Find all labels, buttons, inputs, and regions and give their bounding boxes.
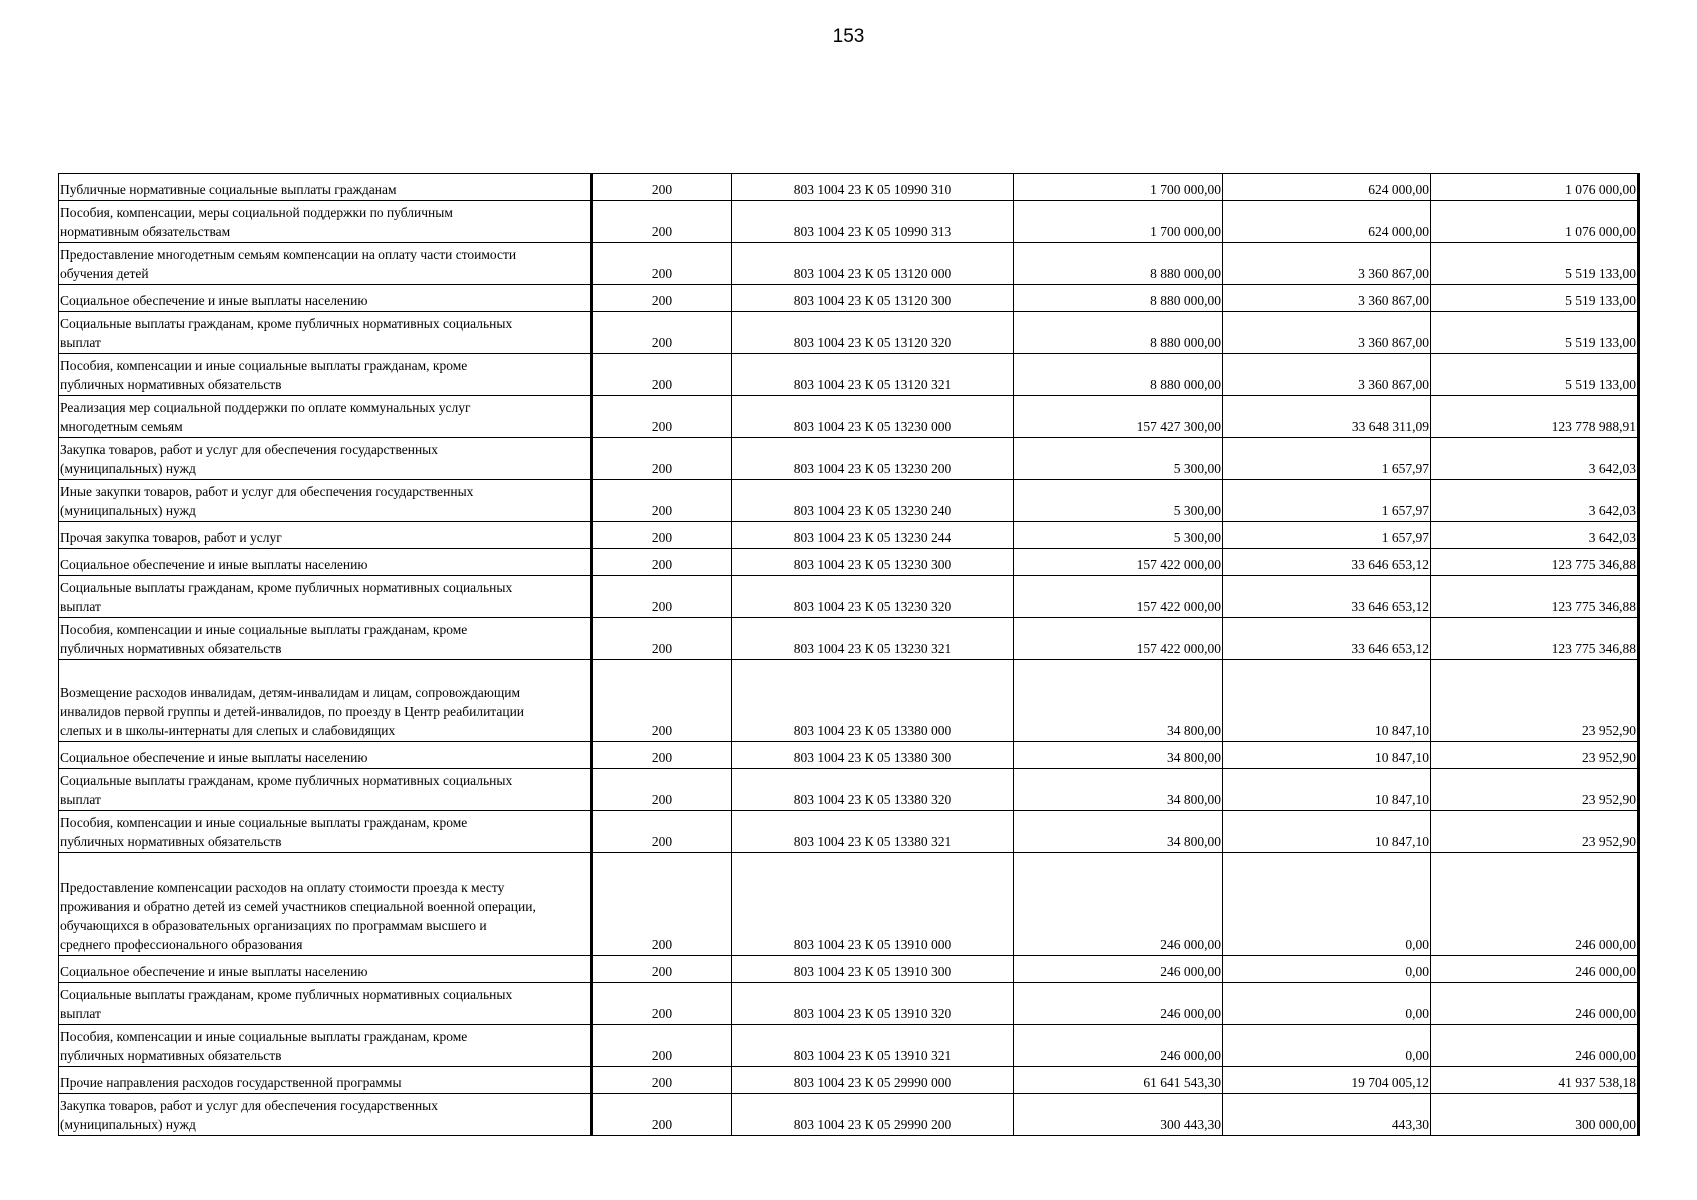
expense-name-cell: Закупка товаров, работ и услуг для обеспечения государственных (муниципальных) нужд: [59, 1094, 592, 1136]
table-row: [59, 312, 1639, 354]
line-code-cell: 200: [592, 354, 732, 396]
executed-amount-cell: 1 657,97: [1223, 522, 1431, 549]
table-row: [59, 576, 1639, 618]
unexecuted-amount-cell: 23 952,90: [1431, 742, 1639, 769]
approved-amount-cell: 157 422 000,00: [1014, 549, 1223, 576]
expense-name-cell: Пособия, компенсации и иные социальные выплаты гражданам, кроме публичных нормативных обязательств: [59, 1025, 592, 1067]
page-number: 153: [832, 26, 865, 47]
executed-amount-cell: 19 704 005,12: [1223, 1067, 1431, 1094]
budget-classification-code-cell: 803 1004 23 К 05 13230 244: [732, 522, 1014, 549]
executed-amount-cell: 33 646 653,12: [1223, 576, 1431, 618]
expense-name-cell: Социальное обеспечение и иные выплаты населению: [59, 549, 592, 576]
budget-classification-code-cell: 803 1004 23 К 05 13230 000: [732, 396, 1014, 438]
budget-classification-code-cell: 803 1004 23 К 05 29990 200: [732, 1094, 1014, 1136]
table-row: [59, 742, 1639, 769]
table-row: [59, 354, 1639, 396]
expense-name-cell: Иные закупки товаров, работ и услуг для обеспечения государственных (муниципальных) нужд: [59, 480, 592, 522]
unexecuted-amount-cell: 246 000,00: [1431, 983, 1639, 1025]
line-code-cell: 200: [592, 243, 732, 285]
line-code-cell: 200: [592, 742, 732, 769]
budget-classification-code-cell: 803 1004 23 К 05 13230 300: [732, 549, 1014, 576]
line-code-cell: 200: [592, 769, 732, 811]
table-row: [59, 811, 1639, 853]
budget-classification-code-cell: 803 1004 23 К 05 13910 000: [732, 853, 1014, 956]
approved-amount-cell: 157 422 000,00: [1014, 576, 1223, 618]
unexecuted-amount-cell: 123 775 346,88: [1431, 549, 1639, 576]
table-row: [59, 660, 1639, 742]
budget-classification-code-cell: 803 1004 23 К 05 13230 200: [732, 438, 1014, 480]
line-code-cell: 200: [592, 1094, 732, 1136]
unexecuted-amount-cell: 23 952,90: [1431, 769, 1639, 811]
line-code-cell: 200: [592, 660, 732, 742]
expense-name-cell: Социальные выплаты гражданам, кроме публичных нормативных социальных выплат: [59, 312, 592, 354]
budget-classification-code-cell: 803 1004 23 К 05 10990 310: [732, 174, 1014, 201]
expense-name-cell: Социальное обеспечение и иные выплаты населению: [59, 742, 592, 769]
executed-amount-cell: 3 360 867,00: [1223, 312, 1431, 354]
table-row: [59, 618, 1639, 660]
line-code-cell: 200: [592, 549, 732, 576]
executed-amount-cell: 33 648 311,09: [1223, 396, 1431, 438]
unexecuted-amount-cell: 300 000,00: [1431, 1094, 1639, 1136]
expense-name-cell: Социальные выплаты гражданам, кроме публичных нормативных социальных выплат: [59, 983, 592, 1025]
budget-classification-code-cell: 803 1004 23 К 05 13120 320: [732, 312, 1014, 354]
table-row: [59, 480, 1639, 522]
executed-amount-cell: 3 360 867,00: [1223, 243, 1431, 285]
expense-name-cell: Предоставление компенсации расходов на оплату стоимости проезда к месту проживания и обратно детей из семей участников специальной военной операции, обучающихся в образовательных организациях по программам высшего и среднего профессионального образования: [59, 853, 592, 956]
executed-amount-cell: 624 000,00: [1223, 174, 1431, 201]
table-row: [59, 1025, 1639, 1067]
budget-classification-code-cell: 803 1004 23 К 05 13120 321: [732, 354, 1014, 396]
expense-name-cell: Реализация мер социальной поддержки по оплате коммунальных услуг многодетным семьям: [59, 396, 592, 438]
executed-amount-cell: 0,00: [1223, 983, 1431, 1025]
expense-name-cell: Социальные выплаты гражданам, кроме публичных нормативных социальных выплат: [59, 769, 592, 811]
approved-amount-cell: 246 000,00: [1014, 1025, 1223, 1067]
executed-amount-cell: 3 360 867,00: [1223, 285, 1431, 312]
line-code-cell: 200: [592, 853, 732, 956]
expense-name-cell: Пособия, компенсации и иные социальные выплаты гражданам, кроме публичных нормативных обязательств: [59, 618, 592, 660]
budget-classification-code-cell: 803 1004 23 К 05 13120 300: [732, 285, 1014, 312]
table-row: [59, 201, 1639, 243]
unexecuted-amount-cell: 3 642,03: [1431, 522, 1639, 549]
approved-amount-cell: 5 300,00: [1014, 522, 1223, 549]
executed-amount-cell: 1 657,97: [1223, 438, 1431, 480]
budget-classification-code-cell: 803 1004 23 К 05 13230 240: [732, 480, 1014, 522]
unexecuted-amount-cell: 3 642,03: [1431, 438, 1639, 480]
line-code-cell: 200: [592, 438, 732, 480]
approved-amount-cell: 8 880 000,00: [1014, 285, 1223, 312]
executed-amount-cell: 443,30: [1223, 1094, 1431, 1136]
table-row: [59, 549, 1639, 576]
expense-name-cell: Социальные выплаты гражданам, кроме публичных нормативных социальных выплат: [59, 576, 592, 618]
budget-classification-code-cell: 803 1004 23 К 05 10990 313: [732, 201, 1014, 243]
approved-amount-cell: 34 800,00: [1014, 811, 1223, 853]
expense-name-cell: Закупка товаров, работ и услуг для обеспечения государственных (муниципальных) нужд: [59, 438, 592, 480]
line-code-cell: 200: [592, 811, 732, 853]
line-code-cell: 200: [592, 285, 732, 312]
table-row: [59, 438, 1639, 480]
approved-amount-cell: 300 443,30: [1014, 1094, 1223, 1136]
line-code-cell: 200: [592, 983, 732, 1025]
unexecuted-amount-cell: 123 778 988,91: [1431, 396, 1639, 438]
unexecuted-amount-cell: 23 952,90: [1431, 811, 1639, 853]
approved-amount-cell: 246 000,00: [1014, 983, 1223, 1025]
table-row: [59, 285, 1639, 312]
line-code-cell: 200: [592, 312, 732, 354]
executed-amount-cell: 1 657,97: [1223, 480, 1431, 522]
approved-amount-cell: 1 700 000,00: [1014, 174, 1223, 201]
approved-amount-cell: 61 641 543,30: [1014, 1067, 1223, 1094]
approved-amount-cell: 8 880 000,00: [1014, 354, 1223, 396]
executed-amount-cell: 33 646 653,12: [1223, 618, 1431, 660]
executed-amount-cell: 0,00: [1223, 853, 1431, 956]
table-row: [59, 522, 1639, 549]
expense-name-cell: Возмещение расходов инвалидам, детям-инвалидам и лицам, сопровождающим инвалидов первой группы и детей-инвалидов, по проезду в Центр реабилитации слепых и в школы-интернаты для слепых и слабовидящих: [59, 660, 592, 742]
line-code-cell: 200: [592, 480, 732, 522]
unexecuted-amount-cell: 5 519 133,00: [1431, 285, 1639, 312]
table-row: [59, 243, 1639, 285]
executed-amount-cell: 10 847,10: [1223, 660, 1431, 742]
budget-classification-code-cell: 803 1004 23 К 05 13230 320: [732, 576, 1014, 618]
unexecuted-amount-cell: 3 642,03: [1431, 480, 1639, 522]
unexecuted-amount-cell: 246 000,00: [1431, 853, 1639, 956]
unexecuted-amount-cell: 23 952,90: [1431, 660, 1639, 742]
unexecuted-amount-cell: 246 000,00: [1431, 956, 1639, 983]
line-code-cell: 200: [592, 618, 732, 660]
executed-amount-cell: 0,00: [1223, 1025, 1431, 1067]
unexecuted-amount-cell: 123 775 346,88: [1431, 576, 1639, 618]
executed-amount-cell: 624 000,00: [1223, 201, 1431, 243]
approved-amount-cell: 34 800,00: [1014, 742, 1223, 769]
unexecuted-amount-cell: 5 519 133,00: [1431, 312, 1639, 354]
unexecuted-amount-cell: 123 775 346,88: [1431, 618, 1639, 660]
approved-amount-cell: 157 422 000,00: [1014, 618, 1223, 660]
executed-amount-cell: 10 847,10: [1223, 811, 1431, 853]
approved-amount-cell: 34 800,00: [1014, 769, 1223, 811]
unexecuted-amount-cell: 5 519 133,00: [1431, 243, 1639, 285]
expense-name-cell: Социальное обеспечение и иные выплаты населению: [59, 956, 592, 983]
table-row: [59, 769, 1639, 811]
executed-amount-cell: 10 847,10: [1223, 742, 1431, 769]
budget-classification-code-cell: 803 1004 23 К 05 13230 321: [732, 618, 1014, 660]
line-code-cell: 200: [592, 576, 732, 618]
executed-amount-cell: 33 646 653,12: [1223, 549, 1431, 576]
table-row: [59, 956, 1639, 983]
budget-execution-table: [58, 173, 1640, 1136]
table-row: [59, 1067, 1639, 1094]
approved-amount-cell: 5 300,00: [1014, 438, 1223, 480]
table-row: [59, 174, 1639, 201]
budget-classification-code-cell: 803 1004 23 К 05 13380 320: [732, 769, 1014, 811]
expense-name-cell: Пособия, компенсации и иные социальные выплаты гражданам, кроме публичных нормативных обязательств: [59, 354, 592, 396]
line-code-cell: 200: [592, 174, 732, 201]
unexecuted-amount-cell: 5 519 133,00: [1431, 354, 1639, 396]
line-code-cell: 200: [592, 1067, 732, 1094]
executed-amount-cell: 3 360 867,00: [1223, 354, 1431, 396]
executed-amount-cell: 10 847,10: [1223, 769, 1431, 811]
budget-classification-code-cell: 803 1004 23 К 05 13380 321: [732, 811, 1014, 853]
budget-classification-code-cell: 803 1004 23 К 05 13380 300: [732, 742, 1014, 769]
expense-name-cell: Пособия, компенсации и иные социальные выплаты гражданам, кроме публичных нормативных обязательств: [59, 811, 592, 853]
unexecuted-amount-cell: 1 076 000,00: [1431, 174, 1639, 201]
unexecuted-amount-cell: 246 000,00: [1431, 1025, 1639, 1067]
approved-amount-cell: 246 000,00: [1014, 956, 1223, 983]
expense-name-cell: Прочая закупка товаров, работ и услуг: [59, 522, 592, 549]
budget-classification-code-cell: 803 1004 23 К 05 13120 000: [732, 243, 1014, 285]
approved-amount-cell: 8 880 000,00: [1014, 312, 1223, 354]
unexecuted-amount-cell: 1 076 000,00: [1431, 201, 1639, 243]
expense-name-cell: Предоставление многодетным семьям компенсации на оплату части стоимости обучения детей: [59, 243, 592, 285]
executed-amount-cell: 0,00: [1223, 956, 1431, 983]
table-row: [59, 853, 1639, 956]
approved-amount-cell: 5 300,00: [1014, 480, 1223, 522]
budget-classification-code-cell: 803 1004 23 К 05 29990 000: [732, 1067, 1014, 1094]
line-code-cell: 200: [592, 1025, 732, 1067]
approved-amount-cell: 157 427 300,00: [1014, 396, 1223, 438]
expense-name-cell: Пособия, компенсации, меры социальной поддержки по публичным нормативным обязательствам: [59, 201, 592, 243]
table-row: [59, 1094, 1639, 1136]
unexecuted-amount-cell: 41 937 538,18: [1431, 1067, 1639, 1094]
budget-classification-code-cell: 803 1004 23 К 05 13910 300: [732, 956, 1014, 983]
line-code-cell: 200: [592, 396, 732, 438]
budget-classification-code-cell: 803 1004 23 К 05 13910 321: [732, 1025, 1014, 1067]
table-row: [59, 396, 1639, 438]
approved-amount-cell: 246 000,00: [1014, 853, 1223, 956]
budget-classification-code-cell: 803 1004 23 К 05 13910 320: [732, 983, 1014, 1025]
expense-name-cell: Публичные нормативные социальные выплаты гражданам: [59, 174, 592, 201]
expense-name-cell: Прочие направления расходов государственной программы: [59, 1067, 592, 1094]
line-code-cell: 200: [592, 522, 732, 549]
approved-amount-cell: 1 700 000,00: [1014, 201, 1223, 243]
line-code-cell: 200: [592, 956, 732, 983]
approved-amount-cell: 34 800,00: [1014, 660, 1223, 742]
table-row: [59, 983, 1639, 1025]
line-code-cell: 200: [592, 201, 732, 243]
expense-name-cell: Социальное обеспечение и иные выплаты населению: [59, 285, 592, 312]
approved-amount-cell: 8 880 000,00: [1014, 243, 1223, 285]
budget-classification-code-cell: 803 1004 23 К 05 13380 000: [732, 660, 1014, 742]
